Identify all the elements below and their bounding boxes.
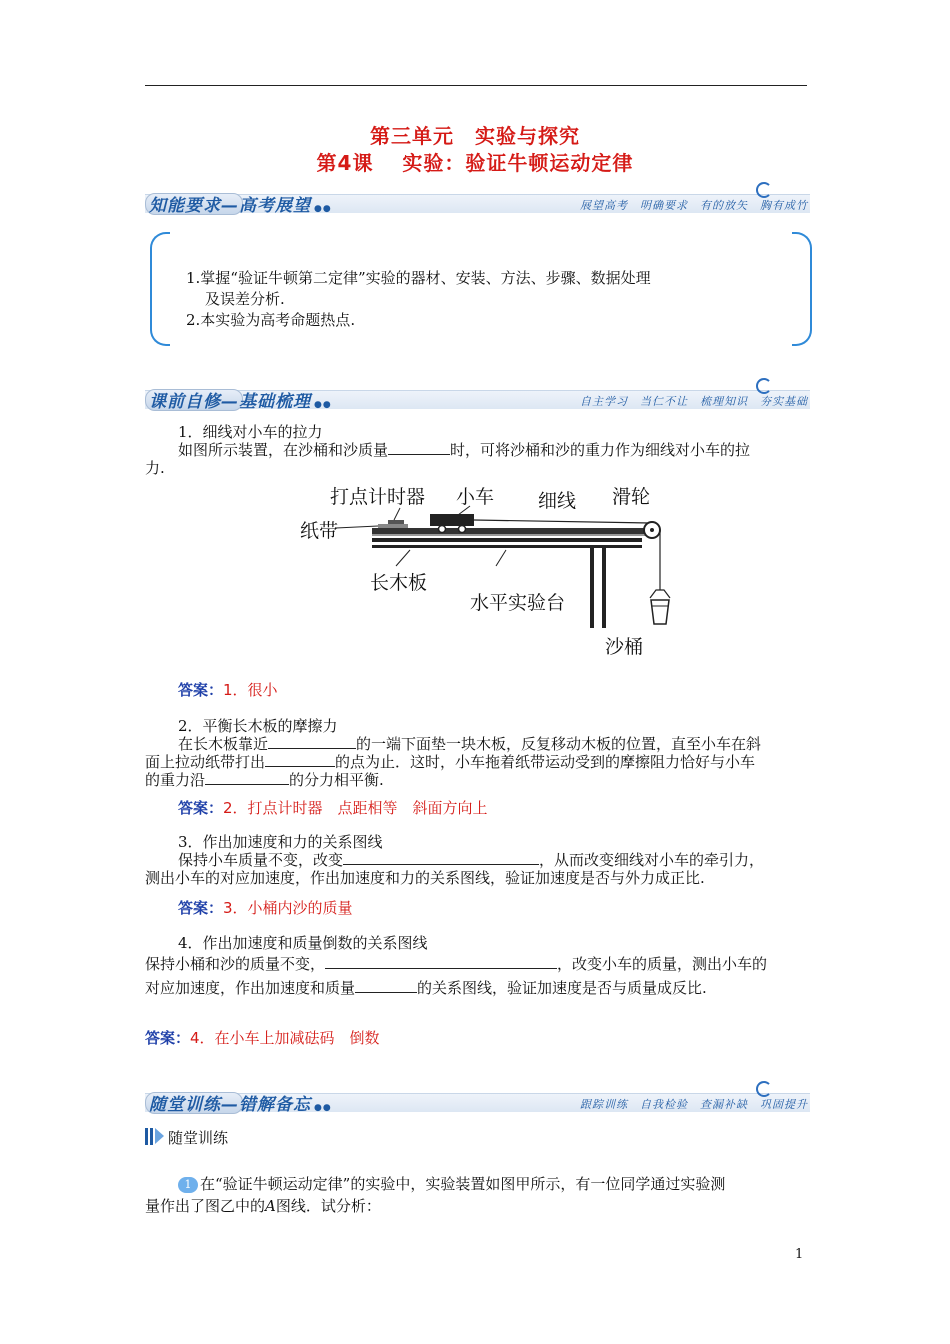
answer-blank bbox=[343, 850, 539, 865]
thread bbox=[474, 520, 650, 523]
requirement-1-line2: 及误差分析. bbox=[205, 290, 285, 308]
header-rule bbox=[145, 85, 807, 86]
answer-3: 答案：3．小桶内沙的质量 bbox=[178, 899, 353, 917]
answer-blank bbox=[265, 752, 335, 767]
answer-4: 答案：4．在小车上加减砝码 倒数 bbox=[145, 1029, 380, 1047]
answer-blank bbox=[268, 734, 356, 749]
table-top bbox=[372, 538, 642, 542]
box-bracket-left bbox=[150, 232, 170, 346]
label-board: 长木板 bbox=[370, 572, 428, 594]
box-bracket-right bbox=[792, 232, 812, 346]
apparatus-figure bbox=[300, 478, 680, 663]
question-1-line2: 量作出了图乙中的A图线．试分析： bbox=[145, 1197, 381, 1215]
cart bbox=[430, 514, 474, 526]
swirl-icon bbox=[756, 1081, 772, 1097]
dots-icon: ●● bbox=[314, 204, 332, 214]
answer-blank bbox=[388, 440, 450, 455]
paper-tape bbox=[378, 524, 408, 528]
banner-subtitle: 跟踪训练 自我检验 查漏补缺 巩固提升 bbox=[580, 1098, 808, 1111]
banner-subtitle: 自主学习 当仁不让 梳理知识 夯实基础 bbox=[580, 395, 808, 408]
answer-2: 答案：2．打点计时器 点距相等 斜面方向上 bbox=[178, 799, 488, 817]
label-pulley: 滑轮 bbox=[612, 486, 651, 508]
label-tape: 纸带 bbox=[300, 520, 339, 542]
label-table: 水平实验台 bbox=[470, 592, 566, 614]
s4-heading: 4．作出加速度和质量倒数的关系图线 bbox=[178, 934, 428, 952]
s3-line1: 保持小车质量不变，改变 ，从而改变细线对小车的牵引力， bbox=[178, 851, 765, 869]
s1-heading: 1．细线对小车的拉力 bbox=[178, 423, 323, 441]
section-banner-requirements bbox=[145, 184, 810, 214]
wheel bbox=[439, 526, 446, 533]
practice-label: 随堂训练 bbox=[168, 1129, 229, 1147]
dots-icon: ●● bbox=[314, 1103, 332, 1113]
banner-heading: 随堂训练—错解备忘 bbox=[149, 1095, 311, 1115]
dots-icon: ●● bbox=[314, 400, 332, 410]
requirement-2: 2.本实验为高考命题热点. bbox=[186, 311, 356, 329]
section-banner-practice bbox=[145, 1083, 810, 1113]
question-number-badge: 1 bbox=[178, 1177, 198, 1193]
banner-subtitle: 展望高考 明确要求 有的放矢 胸有成竹 bbox=[580, 199, 808, 212]
s1-line1: 如图所示装置，在沙桶和沙质量 时，可将沙桶和沙的重力作为细线对小车的拉 bbox=[178, 441, 751, 459]
swirl-icon bbox=[756, 182, 772, 198]
banner-heading: 知能要求—高考展望 bbox=[149, 196, 311, 216]
question-1-line1: 1 在“验证牛顿运动定律”的实验中，实验装置如图甲所示，有一位同学通过实验测 bbox=[178, 1174, 725, 1195]
s2-line1: 在长木板靠近 的一端下面垫一块木板，反复移动木板的位置，直至小车在斜 bbox=[178, 735, 762, 753]
answer-1: 答案：1．很小 bbox=[178, 681, 278, 699]
s3-heading: 3．作出加速度和力的关系图线 bbox=[178, 833, 383, 851]
s2-line2: 面上拉动纸带打出 的点为止．这时，小车拖着纸带运动受到的摩擦阻力恰好与小车 bbox=[145, 753, 756, 771]
s4-line1: 保持小桶和沙的质量不变， ，改变小车的质量，测出小车的 bbox=[145, 955, 768, 973]
play-icon bbox=[155, 1128, 164, 1144]
sand-bucket bbox=[651, 600, 669, 624]
s2-line3: 的重力沿 的分力相平衡. bbox=[145, 771, 384, 789]
answer-blank bbox=[205, 770, 289, 785]
answer-blank bbox=[325, 954, 557, 969]
s2-heading: 2．平衡长木板的摩擦力 bbox=[178, 717, 338, 735]
section-banner-preview bbox=[145, 380, 810, 410]
swirl-icon bbox=[756, 378, 772, 394]
s1-line2: 力. bbox=[145, 459, 165, 477]
banner-heading: 课前自修—基础梳理 bbox=[149, 392, 311, 412]
requirement-1-line1: 1.掌握“验证牛顿第二定律”实验的器材、安装、方法、步骤、数据处理 bbox=[186, 269, 651, 287]
label-car: 小车 bbox=[456, 486, 495, 508]
label-timer: 打点计时器 bbox=[330, 486, 426, 508]
page-number: 1 bbox=[795, 1247, 804, 1262]
answer-blank bbox=[355, 978, 417, 993]
unit-title: 第三单元 实验与探究 bbox=[370, 124, 580, 148]
s4-line2: 对应加速度，作出加速度和质量 的关系图线，验证加速度是否与质量成反比. bbox=[145, 979, 707, 997]
label-thread: 细线 bbox=[538, 490, 577, 512]
label-bucket: 沙桶 bbox=[605, 636, 644, 658]
table-leg bbox=[590, 548, 594, 628]
wheel bbox=[459, 526, 466, 533]
s3-line2: 测出小车的对应加速度，作出加速度和力的关系图线，验证加速度是否与外力成正比. bbox=[145, 869, 705, 887]
table-leg bbox=[602, 548, 606, 628]
lesson-title: 第4课 实验：验证牛顿运动定律 bbox=[316, 151, 634, 175]
